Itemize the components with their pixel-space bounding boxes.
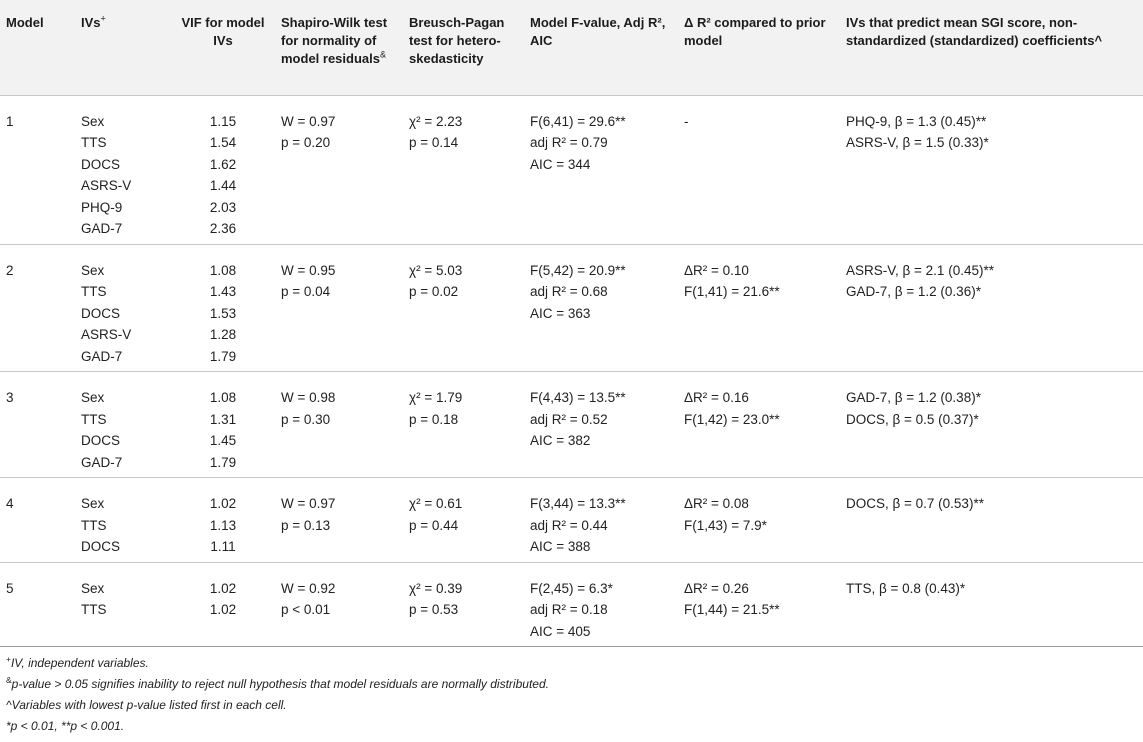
model-fit-line: adj R² = 0.18 bbox=[530, 602, 608, 617]
ivs-line: GAD-7 bbox=[81, 221, 123, 236]
ivs-line: TTS bbox=[81, 284, 107, 299]
predictors-line: DOCS, β = 0.5 (0.37)* bbox=[846, 411, 979, 427]
shapiro-wilk-line: W = 0.97 bbox=[281, 496, 336, 511]
vif-line: 1.28 bbox=[209, 327, 237, 342]
shapiro-wilk-line: W = 0.92 bbox=[281, 580, 336, 596]
delta-r2-cell bbox=[678, 244, 840, 372]
delta-r2-line: ΔR² = 0.08 bbox=[684, 496, 749, 511]
ivs-line: Sex bbox=[81, 262, 105, 278]
model-fit-line: adj R² = 0.68 bbox=[530, 284, 608, 299]
vif-cell bbox=[171, 562, 275, 647]
vif-line: 2.03 bbox=[209, 199, 237, 215]
shapiro-wilk-cell bbox=[275, 562, 403, 647]
model-fit-cell bbox=[524, 244, 678, 372]
vif-line: 1.79 bbox=[209, 454, 237, 470]
model-fit-cell bbox=[524, 562, 678, 647]
delta-r2-line: ΔR² = 0.26 bbox=[684, 580, 749, 596]
model-number-cell bbox=[0, 372, 75, 478]
ivs-cell bbox=[75, 244, 171, 372]
table-footnotes bbox=[0, 647, 1143, 737]
model-fit-cell bbox=[524, 95, 678, 244]
model-fit-line: AIC = 405 bbox=[530, 623, 591, 639]
model-number-line: 5 bbox=[6, 580, 14, 596]
model-number-cell bbox=[0, 95, 75, 244]
predictors-line: GAD-7, β = 1.2 (0.38)* bbox=[846, 390, 981, 405]
shapiro-wilk-cell bbox=[275, 478, 403, 563]
delta-r2-line: ΔR² = 0.16 bbox=[684, 390, 749, 405]
predictors-cell bbox=[840, 95, 1143, 244]
vif-line: 1.43 bbox=[209, 284, 237, 299]
model-fit-line: F(3,44) = 13.3** bbox=[530, 496, 626, 511]
shapiro-wilk-line: p = 0.04 bbox=[281, 284, 331, 299]
vif-line: 1.13 bbox=[209, 517, 237, 533]
delta-r2-line: F(1,42) = 23.0** bbox=[684, 411, 780, 427]
ivs-line: TTS bbox=[81, 602, 107, 617]
ivs-line: Sex bbox=[81, 580, 105, 596]
vif-line: 1.53 bbox=[209, 305, 237, 321]
delta-r2-cell bbox=[678, 372, 840, 478]
model-number-line: 4 bbox=[6, 496, 14, 511]
ivs-line: DOCS bbox=[81, 156, 121, 172]
breusch-pagan-line: χ² = 1.79 bbox=[409, 390, 463, 405]
header-delta-r2: Δ R² compared to prior model bbox=[678, 0, 840, 95]
delta-r2-cell bbox=[678, 562, 840, 647]
vif-line: 1.45 bbox=[209, 433, 237, 448]
footnote: ^Variables with lowest p-value listed first in each cell. bbox=[6, 698, 287, 712]
header-shapiro-wilk: Shapiro-Wilk test for normality of model residuals& bbox=[275, 0, 403, 95]
predictors-line: ASRS-V, β = 1.5 (0.33)* bbox=[846, 135, 989, 150]
table-row bbox=[0, 478, 1143, 563]
table-row bbox=[0, 95, 1143, 244]
model-number-cell bbox=[0, 562, 75, 647]
ivs-line: GAD-7 bbox=[81, 454, 123, 470]
shapiro-wilk-line: p < 0.01 bbox=[281, 602, 331, 617]
vif-cell bbox=[171, 244, 275, 372]
ivs-line: GAD-7 bbox=[81, 348, 123, 364]
model-number-cell bbox=[0, 244, 75, 372]
ivs-line: ASRS-V bbox=[81, 178, 132, 193]
header-model: Model bbox=[0, 0, 75, 95]
vif-line: 1.54 bbox=[209, 135, 237, 150]
vif-line: 1.08 bbox=[209, 390, 237, 405]
table-row bbox=[0, 562, 1143, 647]
breusch-pagan-line: p = 0.18 bbox=[409, 411, 459, 427]
vif-line: 1.02 bbox=[209, 580, 237, 596]
model-number-line: 1 bbox=[6, 113, 14, 129]
vif-line: 1.02 bbox=[209, 496, 237, 511]
vif-line: 1.31 bbox=[209, 411, 237, 427]
ivs-line: DOCS bbox=[81, 539, 121, 554]
shapiro-wilk-line: p = 0.13 bbox=[281, 517, 331, 533]
predictors-line: TTS, β = 0.8 (0.43)* bbox=[846, 580, 966, 596]
footnote: *p < 0.01, **p < 0.001. bbox=[6, 719, 125, 733]
vif-cell bbox=[171, 95, 275, 244]
breusch-pagan-line: p = 0.53 bbox=[409, 602, 459, 617]
model-number-line: 2 bbox=[6, 262, 14, 278]
breusch-pagan-cell bbox=[403, 562, 524, 647]
delta-r2-line: ΔR² = 0.10 bbox=[684, 262, 749, 278]
vif-line: 1.08 bbox=[209, 262, 237, 278]
table-row bbox=[0, 372, 1143, 478]
model-fit-line: AIC = 388 bbox=[530, 539, 591, 554]
delta-r2-line: F(1,44) = 21.5** bbox=[684, 602, 780, 617]
ivs-line: DOCS bbox=[81, 305, 121, 321]
model-fit-line: adj R² = 0.79 bbox=[530, 135, 608, 150]
model-fit-line: F(6,41) = 29.6** bbox=[530, 113, 626, 129]
model-fit-cell bbox=[524, 372, 678, 478]
model-fit-line: AIC = 344 bbox=[530, 156, 591, 172]
vif-line: 1.79 bbox=[209, 348, 237, 364]
ivs-cell bbox=[75, 478, 171, 563]
ivs-cell bbox=[75, 562, 171, 647]
header-breusch-pagan: Breusch-Pagan test for hetero-skedasticity bbox=[403, 0, 524, 95]
delta-r2-cell bbox=[678, 478, 840, 563]
header-ivs: IVs+ bbox=[75, 0, 171, 95]
vif-line: 2.36 bbox=[209, 221, 237, 236]
shapiro-wilk-cell bbox=[275, 95, 403, 244]
breusch-pagan-cell bbox=[403, 95, 524, 244]
shapiro-wilk-line: W = 0.98 bbox=[281, 390, 336, 405]
shapiro-wilk-line: W = 0.95 bbox=[281, 262, 336, 278]
predictors-line: ASRS-V, β = 2.1 (0.45)** bbox=[846, 262, 994, 278]
model-fit-line: F(4,43) = 13.5** bbox=[530, 390, 626, 405]
header-model-fit: Model F-value, Adj R², AIC bbox=[524, 0, 678, 95]
shapiro-wilk-line: p = 0.20 bbox=[281, 135, 331, 150]
delta-r2-line: F(1,43) = 7.9* bbox=[684, 517, 767, 533]
vif-line: 1.62 bbox=[209, 156, 237, 172]
breusch-pagan-cell bbox=[403, 244, 524, 372]
table-body bbox=[0, 95, 1143, 647]
breusch-pagan-cell bbox=[403, 372, 524, 478]
table-header bbox=[0, 0, 1143, 95]
model-number-cell bbox=[0, 478, 75, 563]
ivs-line: Sex bbox=[81, 390, 105, 405]
predictors-cell bbox=[840, 478, 1143, 563]
ivs-line: PHQ-9 bbox=[81, 199, 123, 215]
predictors-line: PHQ-9, β = 1.3 (0.45)** bbox=[846, 113, 987, 129]
ivs-line: ASRS-V bbox=[81, 327, 132, 342]
delta-r2-line: - bbox=[684, 113, 689, 129]
model-fit-cell bbox=[524, 478, 678, 563]
predictors-cell bbox=[840, 244, 1143, 372]
vif-line: 1.15 bbox=[209, 113, 237, 129]
ivs-cell bbox=[75, 95, 171, 244]
ivs-line: TTS bbox=[81, 517, 107, 533]
predictors-line: GAD-7, β = 1.2 (0.36)* bbox=[846, 284, 981, 299]
breusch-pagan-line: p = 0.14 bbox=[409, 135, 459, 150]
shapiro-wilk-cell bbox=[275, 244, 403, 372]
model-fit-line: F(5,42) = 20.9** bbox=[530, 262, 626, 278]
predictors-cell bbox=[840, 562, 1143, 647]
ivs-line: DOCS bbox=[81, 433, 121, 448]
shapiro-wilk-line: p = 0.30 bbox=[281, 411, 331, 427]
model-fit-line: adj R² = 0.52 bbox=[530, 411, 608, 427]
footnote: &p-value > 0.05 signifies inability to reject null hypothesis that model residuals are normally distributed. bbox=[6, 675, 549, 691]
header-vif: VIF for model IVs bbox=[171, 0, 275, 95]
vif-cell bbox=[171, 478, 275, 563]
ivs-line: Sex bbox=[81, 496, 105, 511]
table-row bbox=[0, 244, 1143, 372]
vif-line: 1.11 bbox=[210, 539, 236, 554]
model-fit-line: AIC = 363 bbox=[530, 305, 591, 321]
shapiro-wilk-cell bbox=[275, 372, 403, 478]
vif-cell bbox=[171, 372, 275, 478]
ivs-line: TTS bbox=[81, 411, 107, 427]
model-fit-line: F(2,45) = 6.3* bbox=[530, 580, 613, 596]
breusch-pagan-line: χ² = 0.39 bbox=[409, 580, 463, 596]
shapiro-wilk-line: W = 0.97 bbox=[281, 113, 336, 129]
breusch-pagan-line: p = 0.44 bbox=[409, 517, 459, 533]
vif-line: 1.02 bbox=[209, 602, 237, 617]
model-number-line: 3 bbox=[6, 390, 14, 405]
predictors-line: DOCS, β = 0.7 (0.53)** bbox=[846, 496, 984, 511]
header-predictors: IVs that predict mean SGI score, non-standardized (standardized) coefficients^ bbox=[840, 0, 1143, 95]
ivs-line: TTS bbox=[81, 135, 107, 150]
delta-r2-line: F(1,41) = 21.6** bbox=[684, 284, 780, 299]
breusch-pagan-line: p = 0.02 bbox=[409, 284, 459, 299]
model-fit-line: AIC = 382 bbox=[530, 433, 591, 448]
breusch-pagan-line: χ² = 5.03 bbox=[409, 262, 463, 278]
ivs-line: Sex bbox=[81, 113, 105, 129]
predictors-cell bbox=[840, 372, 1143, 478]
delta-r2-cell bbox=[678, 95, 840, 244]
breusch-pagan-cell bbox=[403, 478, 524, 563]
model-fit-line: adj R² = 0.44 bbox=[530, 517, 608, 533]
ivs-cell bbox=[75, 372, 171, 478]
vif-line: 1.44 bbox=[209, 178, 237, 193]
footnote: +IV, independent variables. bbox=[6, 654, 149, 670]
breusch-pagan-line: χ² = 2.23 bbox=[409, 113, 463, 129]
breusch-pagan-line: χ² = 0.61 bbox=[409, 496, 463, 511]
